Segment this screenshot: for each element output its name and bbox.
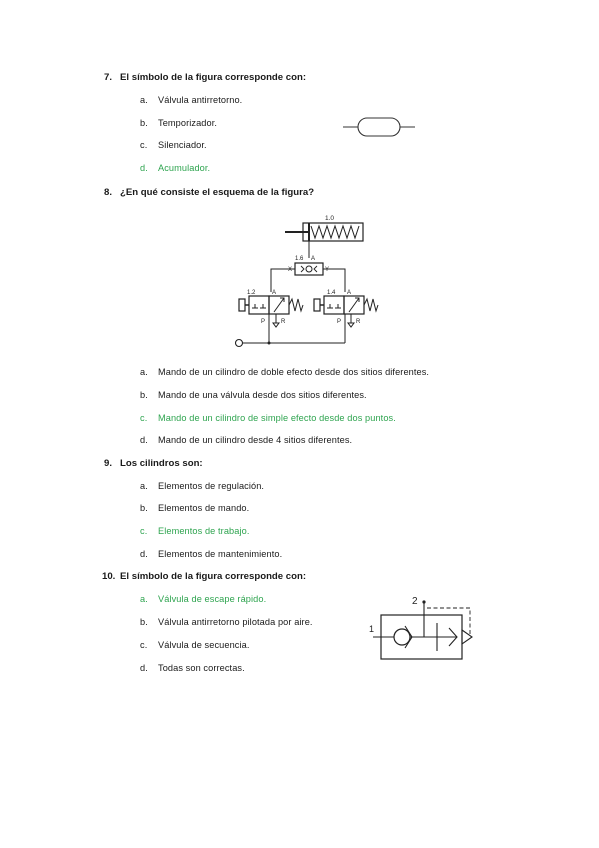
- valve-right-label: 1.4: [327, 290, 336, 296]
- option-letter: d.: [140, 163, 148, 173]
- question-number: 10.: [102, 571, 116, 582]
- option-text: Acumulador.: [158, 163, 211, 173]
- q7-option-a[interactable]: [140, 95, 242, 105]
- question-text: ¿En qué consiste el esquema de la figura?: [120, 187, 315, 198]
- q9-option-d[interactable]: [140, 549, 282, 559]
- shuttle-valve: [295, 263, 323, 275]
- option-letter: d.: [140, 435, 148, 445]
- option-letter: b.: [140, 118, 148, 128]
- option-letter: b.: [140, 617, 148, 627]
- question-8-title: [104, 187, 314, 198]
- question-text: El símbolo de la figura corresponde con:: [120, 571, 307, 582]
- question-9-title: [104, 458, 203, 469]
- valve-left-label: 1.2: [247, 290, 256, 296]
- q8-option-d[interactable]: [140, 435, 352, 445]
- q10-option-b[interactable]: [140, 617, 313, 627]
- option-letter: a.: [140, 367, 148, 377]
- option-text: Elementos de regulación.: [158, 481, 265, 491]
- option-text: Temporizador.: [158, 118, 218, 128]
- option-text: Todas son correctas.: [158, 663, 245, 673]
- option-text: Mando de un cilindro de simple efecto desde dos puntos.: [158, 413, 396, 423]
- q10-option-a[interactable]: [140, 594, 266, 604]
- q10-quick-exhaust-figure: [365, 594, 485, 666]
- shuttle-port-y: Y: [325, 267, 330, 273]
- option-letter: b.: [140, 390, 148, 400]
- valve-1-2: [239, 296, 303, 314]
- option-text: Mando de un cilindro de doble efecto desde dos sitios diferentes.: [158, 367, 430, 377]
- question-number: 9.: [104, 458, 113, 469]
- q8-option-b[interactable]: [140, 390, 367, 400]
- question-number: 7.: [104, 72, 113, 83]
- quick-exhaust-valve: [373, 600, 472, 659]
- option-text: Elementos de mantenimiento.: [158, 549, 283, 559]
- q7-option-b[interactable]: [140, 118, 217, 128]
- option-letter: a.: [140, 95, 148, 105]
- option-letter: c.: [140, 526, 148, 536]
- question-text: Los cilindros son:: [120, 458, 203, 469]
- q8-circuit-figure: [225, 210, 390, 355]
- option-text: Válvula antirretorno.: [158, 95, 243, 105]
- port-2-label: 2: [412, 596, 418, 607]
- option-letter: d.: [140, 663, 148, 673]
- port-1-label: 1: [369, 624, 375, 634]
- option-letter: c.: [140, 413, 148, 423]
- q8-option-a[interactable]: [140, 367, 429, 377]
- valve-right-port-r: R: [356, 319, 361, 325]
- q7-symbol-figure: [340, 112, 420, 142]
- option-text: Mando de una válvula desde dos sitios diferentes.: [158, 390, 367, 400]
- valve-right-port-a: A: [347, 290, 352, 296]
- shuttle-port-a: A: [311, 256, 316, 262]
- question-number: 8.: [104, 187, 113, 198]
- valve-right-port-p: P: [337, 319, 342, 325]
- q9-option-a[interactable]: [140, 481, 264, 491]
- option-text: Elementos de trabajo.: [158, 526, 250, 536]
- q9-option-c[interactable]: [140, 526, 249, 536]
- q8-option-c[interactable]: [140, 413, 396, 423]
- q10-option-d[interactable]: [140, 663, 245, 673]
- option-text: Mando de un cilindro desde 4 sitios diferentes.: [158, 435, 353, 445]
- option-text: Válvula de escape rápido.: [158, 594, 267, 604]
- option-text: Válvula de secuencia.: [158, 640, 250, 650]
- question-10-title: [102, 571, 306, 582]
- valve-left-port-p: P: [261, 319, 266, 325]
- shuttle-label: 1.6: [295, 256, 304, 262]
- valve-1-4: [314, 296, 378, 314]
- shuttle-port-x: X: [288, 267, 293, 273]
- option-letter: a.: [140, 481, 148, 491]
- option-letter: a.: [140, 594, 148, 604]
- question-7-title: [104, 72, 306, 83]
- q10-option-c[interactable]: [140, 640, 249, 650]
- cylinder-1-0: [285, 223, 363, 258]
- option-text: Silenciador.: [158, 140, 207, 150]
- question-text: El símbolo de la figura corresponde con:: [120, 72, 307, 83]
- q9-option-b[interactable]: [140, 503, 249, 513]
- valve-left-port-r: R: [281, 319, 286, 325]
- q7-option-d[interactable]: [140, 163, 210, 173]
- cylinder-label: 1.0: [325, 215, 335, 222]
- option-letter: c.: [140, 640, 148, 650]
- q7-option-c[interactable]: [140, 140, 207, 150]
- valve-left-port-a: A: [272, 290, 277, 296]
- option-text: Elementos de mando.: [158, 503, 250, 513]
- option-letter: b.: [140, 503, 148, 513]
- option-letter: d.: [140, 549, 148, 559]
- option-letter: c.: [140, 140, 148, 150]
- option-text: Válvula antirretorno pilotada por aire.: [158, 617, 313, 627]
